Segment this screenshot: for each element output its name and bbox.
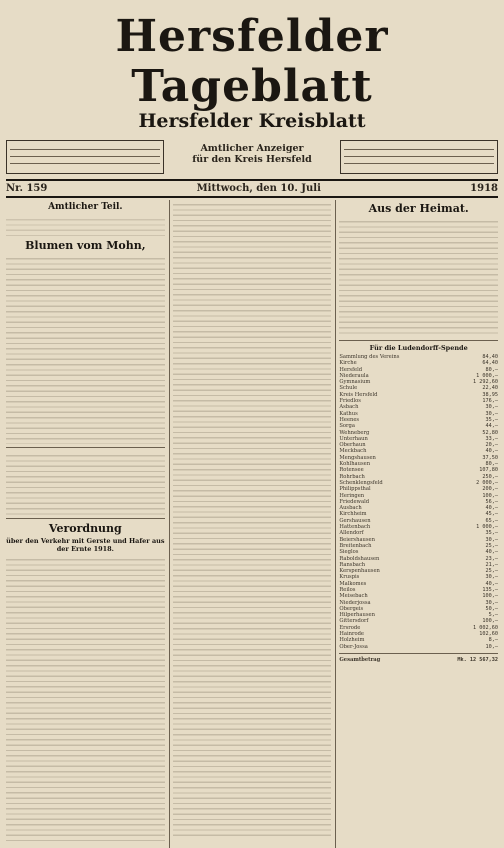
- donation-total-label: Gesamtbetrag: [339, 656, 381, 663]
- donation-name: Gymnasium: [339, 379, 371, 386]
- dateline: [6, 179, 498, 198]
- donation-amount: 33,—: [485, 435, 498, 442]
- section-head-amtlich: Amtlicher Teil.: [48, 202, 123, 212]
- donation-name: Ersrode: [339, 624, 361, 631]
- donation-name: Raboldshausen: [339, 555, 380, 562]
- body-text-block: [6, 451, 165, 515]
- donation-name: Oberhaun: [339, 442, 366, 449]
- donation-name: Gershausen: [339, 517, 371, 524]
- column-rule: [6, 447, 165, 448]
- donation-amount: 25,—: [485, 542, 498, 549]
- donation-name: Reilos: [339, 586, 356, 593]
- donation-amount: 30,—: [485, 599, 498, 606]
- donation-name: Friedewald: [339, 498, 370, 505]
- donation-amount: 30,—: [485, 536, 498, 543]
- donation-name: Kruspis: [339, 574, 360, 581]
- donation-name: Breitenbach: [339, 542, 372, 549]
- donation-name: Obergeis: [339, 605, 364, 612]
- donation-amount: 30,—: [485, 404, 498, 411]
- donation-amount: 200,—: [482, 486, 498, 493]
- donation-amount: 20,—: [485, 442, 498, 449]
- donation-amount: 10,—: [485, 643, 498, 650]
- newspaper-page: [6, 4, 498, 715]
- donation-amount: 135,—: [482, 586, 498, 593]
- body-text-block: [6, 555, 165, 845]
- donation-amount: 100,—: [482, 618, 498, 625]
- donation-amount: 40,—: [485, 549, 498, 556]
- donation-name: Ransbach: [339, 561, 366, 568]
- donation-amount: 80,—: [485, 461, 498, 468]
- donation-amount: 100,—: [482, 492, 498, 499]
- donation-amount: 250,—: [482, 473, 498, 480]
- donation-amount: 64,40: [482, 360, 498, 367]
- donation-amount: 50,—: [485, 605, 498, 612]
- donation-name: Mengshausen: [339, 454, 376, 461]
- donation-name: Kathus: [339, 410, 358, 417]
- advertising-info-box: [340, 140, 498, 174]
- section-head-verordnung: Verordnung: [48, 522, 122, 535]
- issue-year: 1918: [470, 183, 498, 194]
- masthead-info-row: [6, 140, 498, 174]
- donation-name: Hersfeld: [339, 366, 363, 373]
- donation-amount: 35,—: [485, 530, 498, 537]
- donation-name: Ausbach: [339, 505, 362, 512]
- donation-amount: 22,40: [482, 385, 498, 392]
- donation-name: Hattenbach: [339, 524, 371, 531]
- donation-name: Rotensee: [339, 467, 364, 474]
- donation-amount: 84,40: [482, 354, 498, 360]
- column-3: [335, 200, 498, 848]
- donation-name: Heringen: [339, 492, 365, 499]
- donation-name: Kohlhausen: [339, 461, 371, 468]
- section-head-blumen: Blumen vom Mohn,: [25, 239, 146, 252]
- donation-list: [339, 354, 498, 650]
- donation-amount: 1 000,—: [476, 524, 498, 531]
- donation-amount: 40,—: [485, 580, 498, 587]
- newspaper-title: Hersfelder Tageblatt: [115, 11, 389, 112]
- donation-amount: 44,—: [485, 423, 498, 430]
- donation-amount: 176,—: [482, 398, 498, 405]
- donation-amount: 65,—: [485, 517, 498, 524]
- donation-name: Sammlung des Vereins: [339, 354, 400, 360]
- donation-amount: 1 292,60: [473, 379, 498, 386]
- donation-name: Unterhaun: [339, 435, 368, 442]
- official-notice-label: [192, 140, 312, 165]
- donation-name: Sieglos: [339, 549, 359, 556]
- donation-name: Rohrbach: [339, 473, 365, 480]
- donation-total-amount: Mk. 12 567,32: [457, 656, 498, 663]
- donation-name: Sorga: [339, 423, 355, 430]
- donation-row: [339, 644, 498, 650]
- section-head-heimat: Aus der Heimat.: [368, 202, 469, 215]
- body-text-block: [173, 200, 332, 836]
- donation-name: Schule: [339, 385, 358, 392]
- donation-name: Asbach: [339, 404, 359, 411]
- donation-name: Kreis Hersfeld: [339, 391, 378, 398]
- donation-amount: 52,80: [482, 429, 498, 436]
- donation-amount: 107,80: [479, 467, 498, 474]
- center-line-1: Amtlicher Anzeiger: [200, 143, 304, 154]
- donation-name: Hilperhausen: [339, 612, 375, 619]
- donation-name: Beiershausen: [339, 536, 375, 543]
- issue-date: Mittwoch, den 10. Juli: [196, 183, 321, 194]
- body-text-block: [6, 215, 165, 237]
- donation-name: Heenes: [339, 416, 360, 423]
- donation-amount: 40,—: [485, 505, 498, 512]
- donation-amount: 100,—: [482, 593, 498, 600]
- donation-amount: 80,—: [485, 366, 498, 373]
- donation-name: Friedlos: [339, 398, 361, 405]
- donation-name: Meckbach: [339, 448, 367, 455]
- donation-amount: 102,60: [479, 631, 498, 638]
- donation-amount: 1 002,60: [473, 624, 498, 631]
- donation-name: Holzheim: [339, 637, 365, 644]
- donation-name: Ober-Jossa: [339, 643, 368, 650]
- issue-number: Nr. 159: [6, 183, 48, 194]
- donation-name: Kirche: [339, 360, 357, 367]
- donation-name: Schenklengsfeld: [339, 479, 383, 486]
- donation-name: Kerspenhausen: [339, 568, 380, 575]
- donation-name: Niederjossa: [339, 599, 371, 606]
- verordnung-subhead: über den Verkehr mit Gerste und Hafer aus der Ernte 1918.: [6, 537, 165, 553]
- donation-amount: 56,—: [485, 498, 498, 505]
- donation-name: Meisebach: [339, 593, 368, 600]
- donation-name: Gittersdorf: [339, 618, 369, 625]
- donation-amount: 30,—: [485, 574, 498, 581]
- donation-amount: 8,—: [488, 637, 498, 644]
- donation-name: Kirchheim: [339, 511, 367, 518]
- masthead: [6, 12, 498, 132]
- column-rule: [339, 653, 498, 654]
- donation-name: Niederaula: [339, 372, 369, 379]
- donation-amount: 40,—: [485, 448, 498, 455]
- article-columns: [6, 200, 498, 848]
- donation-amount: 23,—: [485, 555, 498, 562]
- donation-name: Allendorf: [339, 530, 364, 537]
- donation-amount: 30,—: [485, 410, 498, 417]
- donation-amount: 25,—: [485, 568, 498, 575]
- column-2: [169, 200, 332, 848]
- donation-amount: 2 000,—: [476, 479, 498, 486]
- column-rule: [339, 340, 498, 341]
- donation-amount: 21,—: [485, 561, 498, 568]
- donation-name: Malkomes: [339, 580, 367, 587]
- donation-amount: 1 000,—: [476, 372, 498, 379]
- donation-name: Philippsthal: [339, 486, 371, 493]
- donation-amount: 38,95: [482, 391, 498, 398]
- donation-amount: 35,—: [485, 416, 498, 423]
- newspaper-subtitle: Hersfelder Kreisblatt: [138, 110, 366, 132]
- donation-amount: 45,—: [485, 511, 498, 518]
- donation-name: Hainrode: [339, 631, 364, 638]
- column-rule: [6, 518, 165, 519]
- subscription-info-box: [6, 140, 164, 174]
- donation-amount: 37,50: [482, 454, 498, 461]
- center-line-2: für den Kreis Hersfeld: [192, 154, 312, 165]
- donation-name: Wehneberg: [339, 429, 370, 436]
- column-1: [6, 200, 165, 848]
- donation-total: [339, 657, 498, 663]
- body-text-block: [6, 254, 165, 444]
- section-head-spende: Für die Ludendorff-Spende: [369, 344, 468, 352]
- body-text-block: [339, 217, 498, 337]
- donation-amount: 5,—: [488, 612, 498, 619]
